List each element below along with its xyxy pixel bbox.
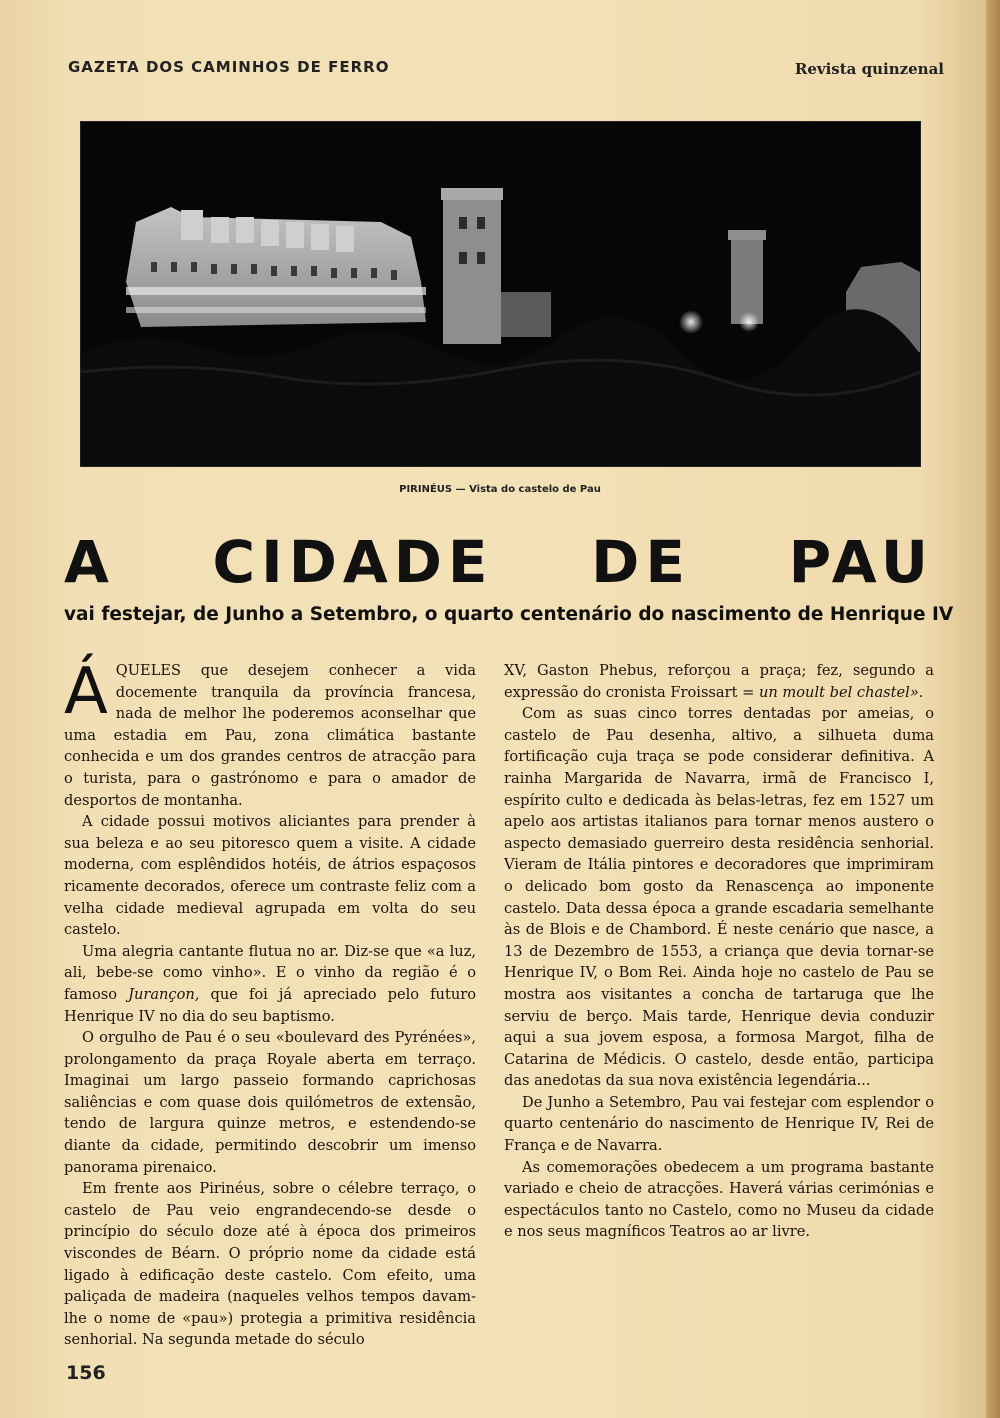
paragraph: Em frente aos Pirinéus, sobre o célebre terraço, o castelo de Pau veio engrandecendo-se desde o princípio do século doze até à época dos primeiros viscondes de Béarn. O próprio nome da cidade está ligado à edificação deste castelo. Com efeito, uma paliçada de madeira (naqueles velhos tempos davam-lhe o nome de «pau») protegia a primitiva residência senhorial. Na segunda metade do século xyxy=(64,1180,476,1349)
running-header-subtitle: Revista quinzenal xyxy=(794,60,944,78)
paragraph: De Junho a Setembro, Pau vai festejar com esplendor o quarto centenário do nascimento de Henrique IV, Rei de França e de Navarra. xyxy=(504,1093,934,1155)
paragraph: ÁQUELES que desejem conhecer a vida docemente tranquila da província francesa, nada de melhor lhe poderemos aconselhar que uma estadia em Pau, zona climática bastante conhecida e um dos grandes centros de atracção para o turista, para o gastrónomo e para o amador de desportos de montanha. xyxy=(64,655,476,809)
right-column xyxy=(504,660,934,1243)
photo-caption: PIRINÉUS — Vista do castelo de Pau xyxy=(399,484,601,495)
paragraph: As comemorações obedecem a um programa bastante variado e cheio de atracções. Haverá várias cerimónias e espectáculos tanto no Castelo, como no Museu da cidade e nos seus magníficos Teatros ao ar livre. xyxy=(504,1158,934,1241)
article-subtitle: vai festejar, de Junho a Setembro, o quarto centenário do nascimento de Henrique IV xyxy=(64,604,954,625)
paragraph: O orgulho de Pau é o seu «boulevard des Pyrénées», prolongamento da praça Royale aberta em terraço. Imaginai um largo passeio formando caprichosas saliências e com quase dois quilómetros de extensão, tendo de largura quinze metros, e estendendo-se diante da cidade, permitindo descobrir um imenso panorama pirenaico. xyxy=(64,1029,476,1176)
page-number: 156 xyxy=(66,1362,106,1384)
paragraph: Uma alegria cantante flutua no ar. Diz-se que «a luz, ali, bebe-se como vinho». E o vinho da região é o famoso Jurançon, que foi já apreciado pelo futuro Henrique IV no dia do seu baptismo. xyxy=(64,942,476,1025)
page-edge xyxy=(986,0,1000,1418)
left-column xyxy=(64,655,476,1351)
paragraph: Com as suas cinco torres dentadas por ameias, o castelo de Pau desenha, altivo, a silhueta duma fortificação cuja traça se pode considerar definitiva. A rainha Margarida de Navarra, irmã de Francisco I, espírito culto e dedicada às belas-letras, fez em 1527 um apelo aos artistas italianos para tornar menos austero o aspecto demasiado guerreiro desta residência senhorial. Vieram de Itália pintores e decoradores que imprimiram o delicado bom gosto da Renascença ao imponente castelo. Data dessa época a grande escadaria semelhante às de Blois e de Chambord. É neste cenário que nasce, a 13 de Dezembro de 1553, a criança que devia tornar-se Henrique IV, o Bom Rei. Ainda hoje no castelo de Pau se mostra aos visitantes a concha de tartaruga que lhe serviu de berço. Mais tarde, Henrique devia conduzir aqui a sua jovem esposa, a formosa Margot, filha de Catarina de Médicis. O castelo, desde então, participa das anedotas da sua nova existência legendária... xyxy=(504,705,934,1090)
castle-illustration xyxy=(81,122,920,466)
article-title: A CIDADE DE PAU xyxy=(64,528,934,596)
running-header-title: GAZETA DOS CAMINHOS DE FERRO xyxy=(68,58,390,76)
castle-night-photo xyxy=(80,121,921,467)
drop-cap: Á xyxy=(64,655,108,729)
paragraph: A cidade possui motivos aliciantes para prender à sua beleza e ao seu pitoresco quem a visite. A cidade moderna, com esplêndidos hotéis, de átrios espaçosos ricamente decorados, oferece um contraste feliz com a velha cidade medieval agrupada em volta do seu castelo. xyxy=(64,813,476,939)
paragraph: XV, Gaston Phebus, reforçou a praça; fez, segundo a expressão do cronista Froissart = un moult bel chastel». xyxy=(504,662,934,701)
